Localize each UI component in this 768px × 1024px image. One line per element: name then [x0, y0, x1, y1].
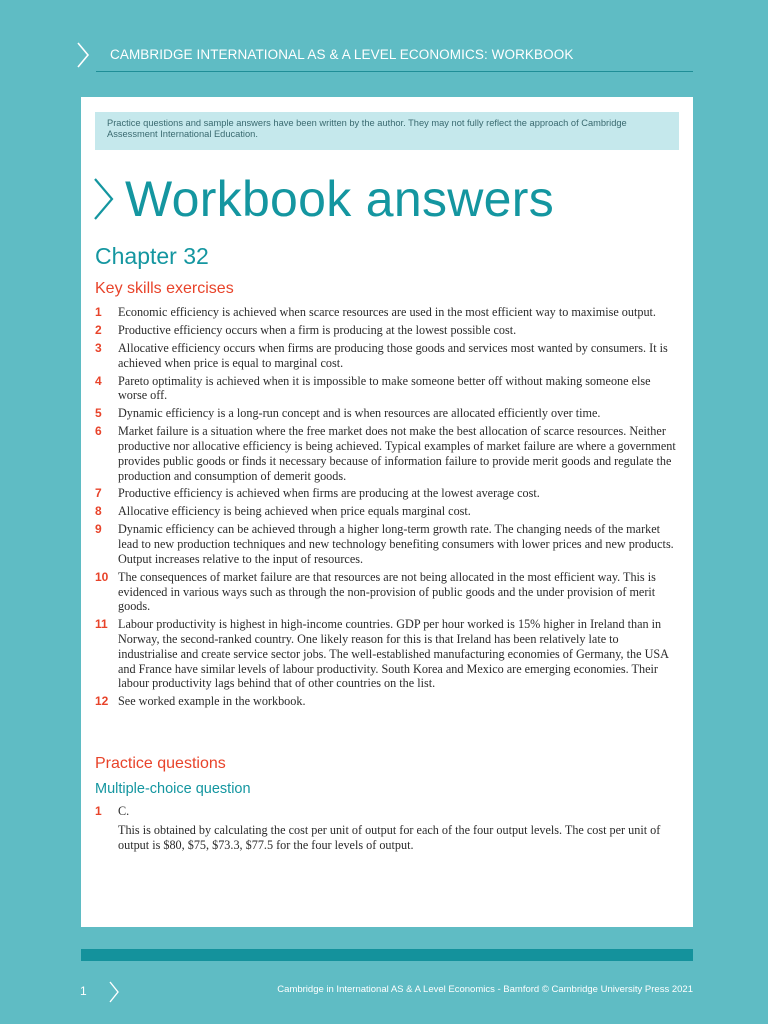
- item-number: 4: [95, 373, 102, 388]
- answer-letter: C.: [118, 804, 130, 818]
- bottom-bar: [81, 949, 693, 961]
- item-text: Pareto optimality is achieved when it is impossible to make someone better off without making someone else worse off.: [118, 373, 651, 403]
- page-number: 1: [80, 984, 87, 998]
- item-number: 6: [95, 424, 102, 439]
- item-text-block: [118, 617, 681, 691]
- list-item: [95, 522, 681, 566]
- practice-list: [95, 804, 681, 855]
- item-text: Labour productivity is highest in high-income countries. GDP per hour worked is 15% higher in Ireland than in Norway, the second-ranked country. One likely reason for this is that Ireland has been relatively late to industrialise and create service sector jobs. The well-established manufacturing economies of Germany, the USA and France have similar levels of labour productivity. South Korea and Mexico are emerging economies. Their labour productivity lags behind that of other countries on the list.: [118, 617, 669, 691]
- chevron-right-icon: [93, 177, 115, 221]
- item-number: 2: [95, 323, 102, 337]
- chevron-right-icon: [108, 981, 120, 1003]
- key-skills-heading: Key skills exercises: [95, 280, 234, 297]
- disclaimer-note: [95, 112, 679, 150]
- list-item: [95, 305, 681, 320]
- title-text: Workbook answers: [125, 171, 555, 227]
- list-item: [95, 323, 681, 338]
- item-text: Economic efficiency is achieved when scarce resources are used in the most efficient way to maximise output.: [118, 305, 656, 319]
- item-number: 3: [95, 341, 102, 355]
- item-text-block: [118, 305, 681, 320]
- item-text-block: [118, 694, 681, 709]
- list-item: [95, 374, 681, 404]
- item-text: Market failure is a situation where the free market does not make the best allocation of scarce resources. Neither productive nor allocative efficiency is being achieved. Typical examples of market failure are where a government provides public goods or finds it necessary because of information failure to provide merit goods and regulate the production and consumption of demerit goods.: [118, 424, 676, 483]
- item-number: 1: [95, 804, 102, 818]
- item-text: The consequences of market failure are that resources are not being allocated in the most efficient way. This is evidenced in various ways such as through the non-provision of public goods and the under provision of merit goods.: [118, 569, 656, 614]
- item-text-block: [118, 486, 681, 501]
- list-item: [95, 617, 681, 691]
- list-item: [95, 804, 681, 852]
- disclaimer-text: Practice questions and sample answers have been written by the author. They may not fully reflect the approach of Cambridge Assessment International Education.: [107, 118, 627, 139]
- multiple-choice-heading: Multiple-choice question: [95, 781, 251, 797]
- item-number: 12: [95, 694, 109, 709]
- item-text-block: [118, 374, 681, 404]
- list-item: [95, 694, 681, 709]
- chapter-heading: Chapter 32: [95, 243, 209, 269]
- item-number: 8: [95, 504, 102, 519]
- header-title: CAMBRIDGE INTERNATIONAL AS & A LEVEL ECONOMICS: WORKBOOK: [110, 47, 574, 62]
- item-text-block: [118, 323, 681, 338]
- list-item: [95, 406, 681, 421]
- item-text: Allocative efficiency is being achieved when price equals marginal cost.: [118, 504, 471, 519]
- list-item: [95, 424, 681, 483]
- item-text: Dynamic efficiency can be achieved through a higher long-term growth rate. The changing needs of the market lead to new production techniques and new technology benefiting consumers with lower prices and new products. Output increases relative to the input of resources.: [118, 522, 674, 566]
- page-header: [0, 0, 768, 72]
- item-text-block: [118, 424, 681, 483]
- key-skills-list: [95, 305, 681, 712]
- item-text: This is obtained by calculating the cost per unit of output for each of the four output levels. The cost per unit of output is $80, $75, $73.3, $77.5 for the four levels of output.: [118, 822, 661, 852]
- item-text-block: [118, 522, 681, 566]
- item-number: 1: [95, 305, 102, 319]
- item-number: 9: [95, 522, 102, 537]
- chevron-right-icon: [76, 42, 90, 68]
- workbook-title: [93, 167, 554, 231]
- item-text: See worked example in the workbook.: [118, 694, 306, 709]
- copyright-text: Cambridge in International AS & A Level Economics - Bamford © Cambridge University Press 2021: [277, 984, 693, 995]
- item-text: Productive efficiency occurs when a firm is producing at the lowest possible cost.: [118, 323, 517, 337]
- practice-heading: Practice questions: [95, 755, 226, 772]
- item-number: 5: [95, 406, 102, 421]
- item-text-block: [118, 804, 681, 852]
- item-text-block: [118, 570, 681, 614]
- item-number: 7: [95, 486, 102, 501]
- item-text: Dynamic efficiency is a long-run concept and is when resources are allocated efficiently over time.: [118, 406, 601, 421]
- content-page: [81, 97, 693, 927]
- list-item: [95, 341, 681, 371]
- item-text: Allocative efficiency occurs when firms are producing those goods and services most wanted by consumers. It is achieved when price is equal to marginal cost.: [118, 341, 668, 370]
- header-rule: [96, 71, 693, 72]
- list-item: [95, 504, 681, 519]
- item-text-block: [118, 504, 681, 519]
- list-item: [95, 570, 681, 614]
- list-item: [95, 486, 681, 501]
- item-text-block: [118, 341, 681, 371]
- item-number: 11: [95, 617, 108, 632]
- item-text: Productive efficiency is achieved when firms are producing at the lowest average cost.: [118, 486, 540, 501]
- item-text-block: [118, 406, 681, 421]
- item-number: 10: [95, 569, 109, 584]
